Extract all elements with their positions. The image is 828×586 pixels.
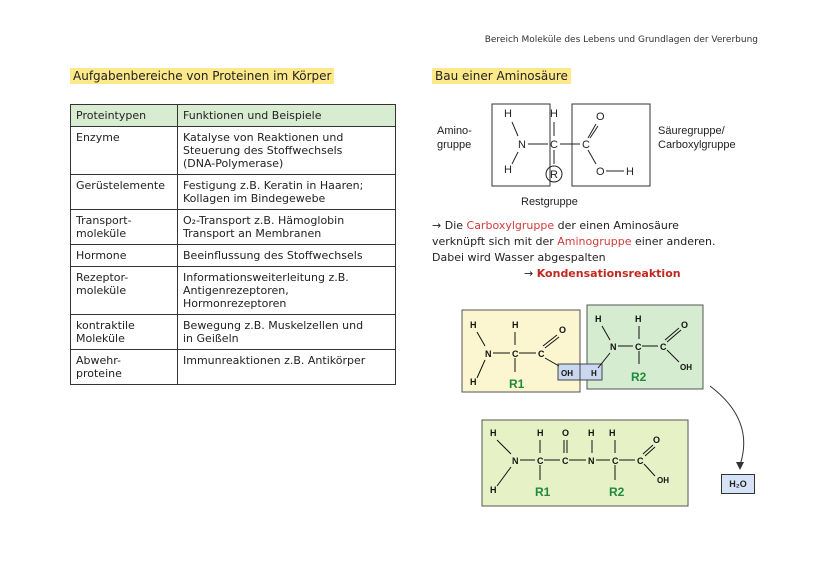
- atom-n: N: [588, 456, 595, 466]
- oh-group: OH: [680, 363, 692, 372]
- page-header: Bereich Moleküle des Lebens und Grundlagen der Vererbung: [484, 35, 758, 45]
- atom-c: C: [582, 139, 590, 151]
- atom-c: C: [637, 456, 644, 466]
- atom-h: H: [490, 428, 497, 438]
- cell-function: [178, 267, 396, 315]
- cell-type: Transport- moleküle: [71, 210, 178, 245]
- cell-line: in Geißeln: [183, 332, 239, 345]
- text-fragment: Die: [444, 219, 467, 232]
- r2-label: R2: [609, 485, 625, 499]
- explanation-line-2: [432, 234, 782, 250]
- atom-o: O: [562, 428, 570, 438]
- cell-line: Kollagen im Bindegewebe: [183, 192, 326, 205]
- cell-type: Enzyme: [71, 127, 178, 175]
- atom-o: O: [681, 320, 689, 330]
- protein-table: [70, 104, 396, 385]
- atom-c: C: [562, 456, 569, 466]
- atom-h: H: [537, 428, 544, 438]
- table-row: [71, 210, 396, 245]
- rest-group-label: Restgruppe: [521, 196, 578, 208]
- atom-o: O: [596, 111, 605, 123]
- arrow-head-icon: [736, 462, 744, 470]
- cell-line: (DNA-Polymerase): [183, 157, 284, 170]
- cell-line: Transport an Membranen: [183, 227, 322, 240]
- cell-line: Steuerung des Stoffwechsels: [183, 144, 343, 157]
- atom-h: H: [504, 164, 512, 176]
- atom-h: H: [609, 428, 616, 438]
- atom-h: H: [550, 108, 558, 120]
- atom-h: H: [512, 320, 519, 330]
- atom-o: O: [596, 166, 605, 178]
- cell-type: Hormone: [71, 245, 178, 267]
- atom-h: H: [504, 108, 512, 120]
- condensation-term: Kondensationsreaktion: [536, 267, 681, 280]
- cell-line: Katalyse von Reaktionen und: [183, 131, 344, 144]
- table-row: [71, 245, 396, 267]
- r1-label: R1: [535, 485, 551, 499]
- r1-label: R1: [509, 377, 525, 391]
- atom-c: C: [660, 342, 667, 352]
- water-arrow: [710, 386, 744, 465]
- table-row: [71, 127, 396, 175]
- h-atom-leaving: H: [591, 369, 597, 378]
- atom-r: R: [550, 169, 558, 181]
- cell-line: Informationsweiterleitung z.B.: [183, 271, 349, 284]
- atom-h: H: [490, 485, 497, 495]
- explanation-line-1: [432, 218, 782, 234]
- text-fragment: der einen Aminosäure: [554, 219, 679, 232]
- right-heading-text: Bau einer Aminosäure: [432, 68, 571, 84]
- text-fragment: verknüpft sich mit der: [432, 235, 558, 248]
- atom-n: N: [610, 342, 617, 352]
- cell-line: Festigung z.B. Keratin in Haaren;: [183, 179, 364, 192]
- header-cell-type: Proteintypen: [71, 105, 178, 127]
- oh-group: OH: [657, 476, 669, 485]
- arrow-icon: →: [432, 219, 442, 232]
- r2-label: R2: [631, 370, 647, 384]
- cell-function: [178, 315, 396, 350]
- cell-type: Rezeptor- moleküle: [71, 267, 178, 315]
- atom-h: H: [635, 314, 642, 324]
- header-cell-function: Funktionen und Beispiele: [178, 105, 396, 127]
- table-row: [71, 315, 396, 350]
- acid-group-label: Säuregruppe/ Carboxylgruppe: [658, 125, 736, 151]
- atom-n: N: [485, 349, 492, 359]
- aminoacid-structure: [480, 100, 655, 190]
- cell-function: [178, 175, 396, 210]
- right-heading: [432, 69, 571, 83]
- atom-n: N: [512, 456, 519, 466]
- atom-h: H: [588, 428, 595, 438]
- arrow-icon: →: [524, 267, 534, 280]
- amino-group-label: Amino- gruppe: [437, 125, 472, 151]
- table-row: [71, 350, 396, 385]
- cell-type: Gerüstelemente: [71, 175, 178, 210]
- left-heading: [70, 69, 334, 83]
- cell-line: Antigenrezeptoren,: [183, 284, 289, 297]
- explanation-line-3: Dabei wird Wasser abgespalten: [432, 251, 606, 264]
- cell-line: O₂-Transport z.B. Hämoglobin: [183, 214, 345, 227]
- atom-h: H: [470, 320, 477, 330]
- table-header-row: [71, 105, 396, 127]
- atom-c: C: [635, 342, 642, 352]
- cell-function: [178, 350, 396, 385]
- cell-function: [178, 210, 396, 245]
- water-box: H₂O: [721, 474, 755, 494]
- table-row: [71, 175, 396, 210]
- explanation-line-4: [432, 266, 782, 282]
- cell-line: Hormonrezeptoren: [183, 297, 287, 310]
- oh-group: OH: [561, 369, 573, 378]
- text-fragment: einer anderen.: [631, 235, 716, 248]
- atom-c: C: [538, 349, 545, 359]
- atom-o: O: [653, 435, 661, 445]
- atom-c: C: [550, 139, 558, 151]
- amino-term: Aminogruppe: [557, 235, 632, 248]
- atom-h: H: [470, 377, 477, 387]
- atom-o: O: [559, 325, 567, 335]
- carboxyl-term: Carboxylgruppe: [466, 219, 555, 232]
- explanation-text: [432, 218, 782, 282]
- atom-h: H: [626, 166, 634, 178]
- cell-line: Bewegung z.B. Muskelzellen und: [183, 319, 364, 332]
- cell-type: kontraktile Moleküle: [71, 315, 178, 350]
- atom-c: C: [537, 456, 544, 466]
- cell-function: [178, 127, 396, 175]
- cell-function: [178, 245, 396, 267]
- table-row: [71, 267, 396, 315]
- cell-line: Immunreaktionen z.B. Antikörper: [183, 354, 366, 367]
- left-heading-text: Aufgabenbereiche von Proteinen im Körper: [70, 68, 334, 84]
- atom-n: N: [518, 139, 526, 151]
- atom-h: H: [595, 314, 602, 324]
- atom-c: C: [612, 456, 619, 466]
- cell-type: Abwehr- proteine: [71, 350, 178, 385]
- atom-c: C: [512, 349, 519, 359]
- cell-line: Beeinflussung des Stoffwechsels: [183, 249, 363, 262]
